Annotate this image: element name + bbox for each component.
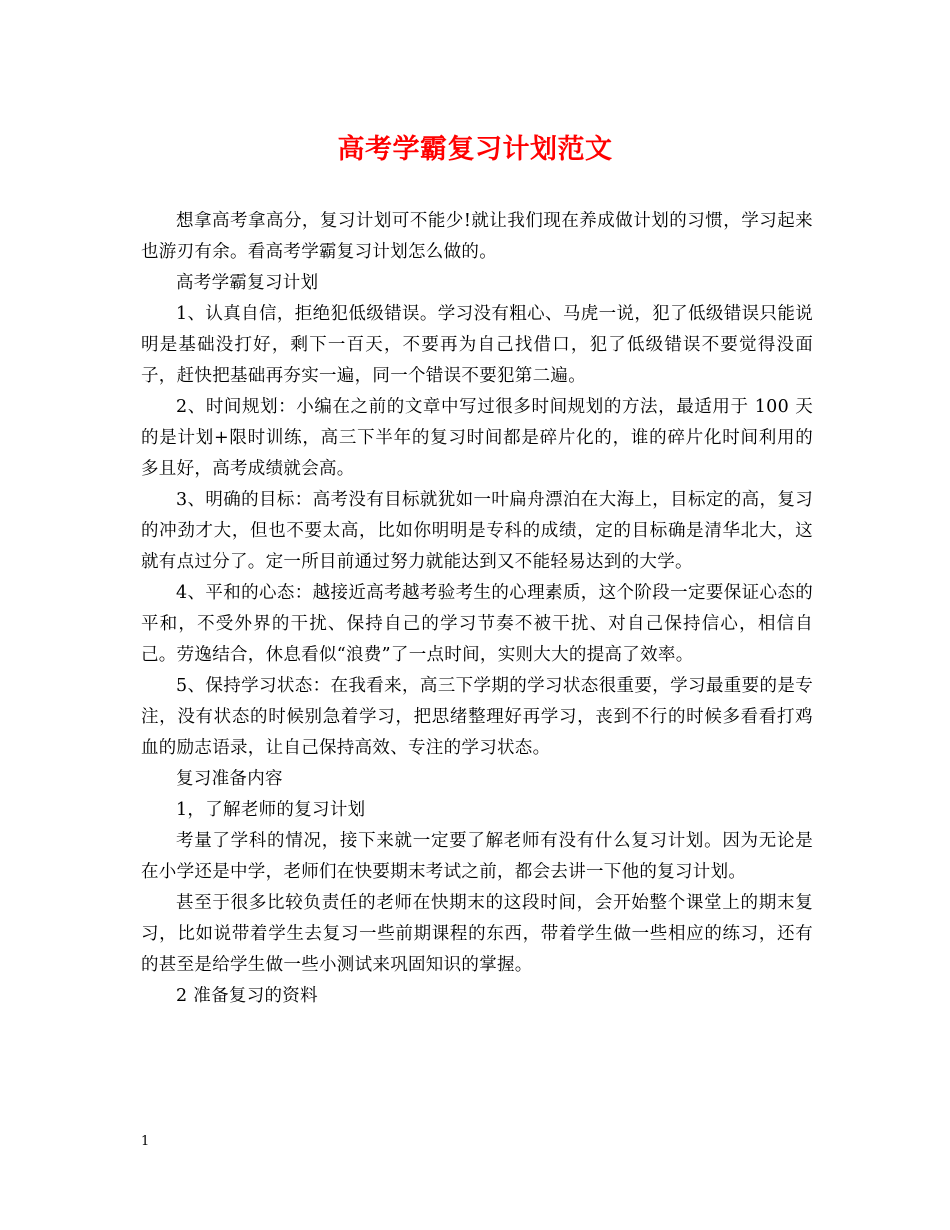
plan-item-4: 4、平和的心态：越接近高考越考验考生的心理素质，这个阶段一定要保证心态的平和，不受外界的干扰、保持自己的学习节奏不被干扰、对自己保持信心，相信自己。劳逸结合，休息看似“浪费”了一点时间，实则大大的提高了效率。 [141, 583, 813, 665]
intro-paragraph: 想拿高考拿高分，复习计划可不能少!就让我们现在养成做计划的习惯，学习起来也游刃有余。看高考学霸复习计划怎么做的。 [141, 211, 813, 262]
document-body [141, 206, 813, 1012]
prep-item-1-heading: 1，了解老师的复习计划 [176, 800, 366, 820]
plan-item-2: 2、时间规划：小编在之前的文章中写过很多时间规划的方法，最适用于 100 天的是计划+限时训练，高三下半年的复习时间都是碎片化的，谁的碎片化时间利用的多且好，高考成绩就会高。 [141, 397, 813, 479]
section-heading-plan: 高考学霸复习计划 [176, 273, 319, 293]
section-heading-preparation: 复习准备内容 [176, 769, 283, 789]
prep-item-2-heading: 2 准备复习的资料 [176, 986, 318, 1006]
prep-item-1-paragraph-b: 甚至于很多比较负责任的老师在快期末的这段时间，会开始整个课堂上的期末复习，比如说带着学生去复习一些前期课程的东西，带着学生做一些相应的练习，还有的甚至是给学生做一些小测试来巩固知识的掌握。 [141, 893, 813, 975]
page-number: 1 [141, 1134, 150, 1149]
plan-item-3: 3、明确的目标：高考没有目标就犹如一叶扁舟漂泊在大海上，目标定的高，复习的冲劲才大，但也不要太高，比如你明明是专科的成绩，定的目标确是清华北大，这就有点过分了。定一所目前通过努力就能达到又不能轻易达到的大学。 [141, 490, 813, 572]
plan-item-5: 5、保持学习状态：在我看来，高三下学期的学习状态很重要，学习最重要的是专注，没有状态的时候别急着学习，把思绪整理好再学习，丧到不行的时候多看看打鸡血的励志语录，让自己保持高效、专注的学习状态。 [141, 676, 813, 758]
plan-item-1: 1、认真自信，拒绝犯低级错误。学习没有粗心、马虎一说，犯了低级错误只能说明是基础没打好，剩下一百天，不要再为自己找借口，犯了低级错误不要觉得没面子，赶快把基础再夯实一遍，同一个错误不要犯第二遍。 [141, 304, 813, 386]
prep-item-1-paragraph-a: 考量了学科的情况，接下来就一定要了解老师有没有什么复习计划。因为无论是在小学还是中学，老师们在快要期末考试之前，都会去讲一下他的复习计划。 [141, 831, 813, 882]
document-title: 高考学霸复习计划范文 [337, 134, 613, 165]
